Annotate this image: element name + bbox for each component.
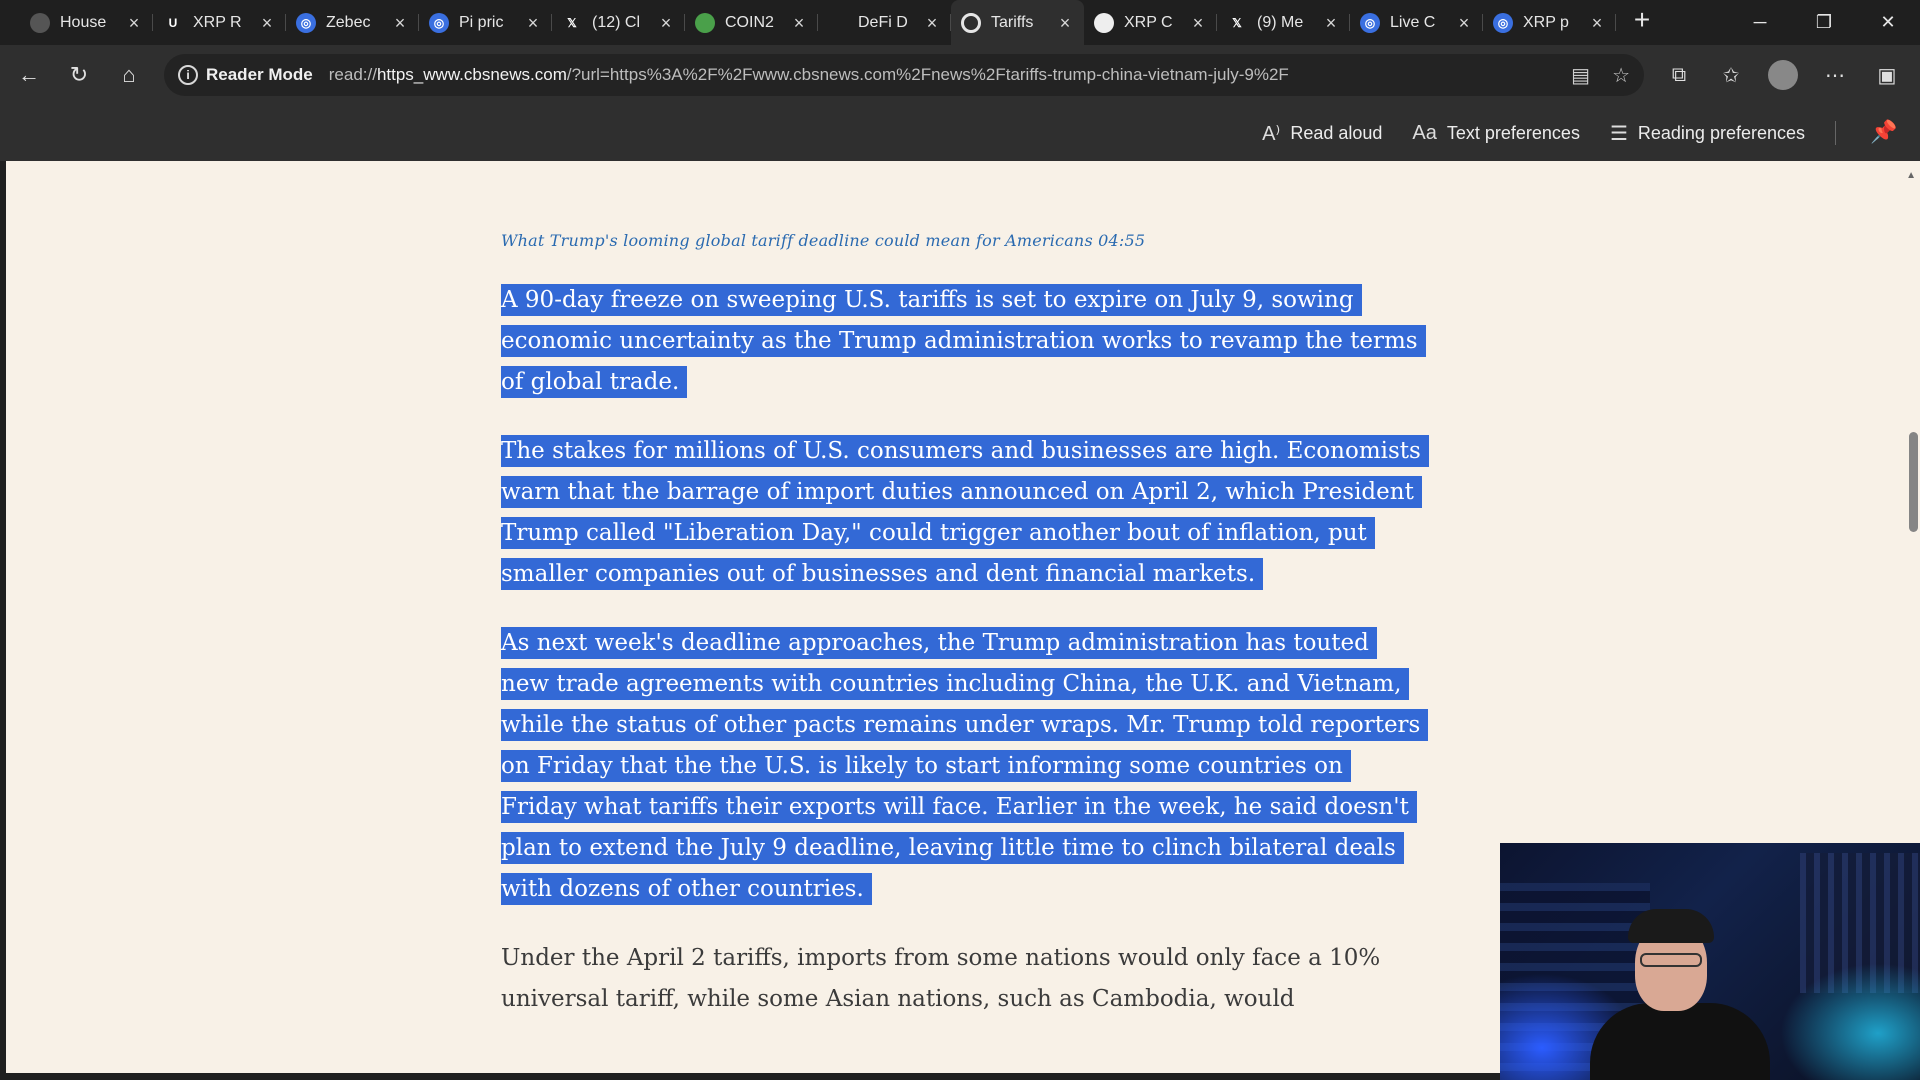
- tab-zebec[interactable]: [286, 0, 419, 45]
- copilot-icon: ◎: [1493, 13, 1513, 33]
- tab-label: Live C: [1390, 13, 1436, 31]
- reading-preferences-button[interactable]: [1610, 121, 1805, 146]
- tab-label: DeFi D: [858, 13, 908, 31]
- tab-xrp-p[interactable]: [1483, 0, 1616, 45]
- close-tab-icon[interactable]: ×: [793, 12, 805, 33]
- close-tab-icon[interactable]: ×: [1458, 12, 1470, 33]
- tab-label: Tariffs: [991, 13, 1034, 31]
- minimize-icon[interactable]: ─: [1753, 12, 1767, 32]
- person-cap: [1628, 909, 1714, 943]
- tab-x-12[interactable]: [552, 0, 685, 45]
- reader-mode-label: Reader Mode: [206, 65, 313, 84]
- tab-live-c[interactable]: [1350, 0, 1483, 45]
- read-aloud-button[interactable]: [1262, 121, 1382, 146]
- address-bar[interactable]: [164, 54, 1644, 96]
- reader-toolbar-items: [1262, 105, 1836, 161]
- reader-toolbar: [0, 105, 1920, 161]
- window-controls: [1728, 0, 1920, 45]
- tab-label: Pi pric: [459, 13, 504, 31]
- favorite-star-icon[interactable]: ☆: [1612, 64, 1630, 87]
- sidebar-icon[interactable]: ▣: [1877, 64, 1897, 87]
- more-options-icon[interactable]: ⋯: [1825, 64, 1845, 87]
- close-tab-icon[interactable]: ×: [527, 12, 539, 33]
- tab-strip: [0, 0, 1920, 45]
- tab-label: COIN2: [725, 13, 774, 31]
- close-tab-icon[interactable]: ×: [660, 12, 672, 33]
- cbs-icon: [961, 13, 981, 33]
- extensions-icon[interactable]: ⧉: [1671, 63, 1687, 86]
- article-paragraph: [501, 623, 1421, 910]
- reading-preferences-icon: ☰: [1609, 122, 1628, 145]
- close-tab-icon[interactable]: ×: [394, 12, 406, 33]
- url-host: https_www.cbsnews.com: [376, 65, 567, 84]
- tab-label: XRP p: [1523, 13, 1569, 31]
- tab-label: XRP C: [1124, 13, 1173, 31]
- x-icon: 𝕏: [1232, 15, 1242, 30]
- close-tab-icon[interactable]: ×: [1591, 12, 1603, 33]
- tab-x-9[interactable]: [1217, 0, 1350, 45]
- tab-label: Zebec: [326, 13, 371, 31]
- tab-xrp-c[interactable]: [1084, 0, 1217, 45]
- url-prefix: read://: [328, 65, 377, 84]
- reading-preferences-label: Reading preferences: [1637, 122, 1805, 143]
- home-icon[interactable]: ⌂: [122, 62, 136, 87]
- reader-mode-chip[interactable]: [178, 65, 329, 85]
- profile-button[interactable]: [1760, 53, 1806, 97]
- copilot-icon: ◎: [296, 13, 316, 33]
- back-icon[interactable]: ←: [18, 62, 40, 87]
- copilot-icon: ◎: [429, 13, 449, 33]
- teal-light: [1780, 963, 1920, 1080]
- close-tab-icon[interactable]: ×: [128, 12, 140, 33]
- immersive-reader-icon[interactable]: ▤: [1571, 64, 1591, 87]
- navigation-toolbar: [0, 45, 1920, 105]
- github-icon: [30, 13, 50, 33]
- tab-xrp-r[interactable]: [153, 0, 286, 45]
- article-paragraph: [501, 431, 1421, 595]
- tab-label: (12) Cl: [592, 13, 641, 31]
- tab-label: XRP R: [193, 13, 242, 31]
- tab-defi[interactable]: [818, 0, 951, 45]
- favorites-icon[interactable]: ✩: [1722, 64, 1740, 87]
- address-bar-actions: [1571, 54, 1630, 96]
- close-tab-icon[interactable]: ×: [926, 12, 938, 33]
- read-aloud-label: Read aloud: [1290, 122, 1383, 143]
- webcam-overlay: [1500, 843, 1920, 1080]
- tab-label: (9) Me: [1257, 13, 1304, 31]
- tab-list: [0, 0, 1662, 45]
- text-preferences-label: Text preferences: [1446, 122, 1580, 143]
- text-preferences-button[interactable]: [1412, 122, 1580, 145]
- selected-text: A 90-day freeze on sweeping U.S. tariffs is set to expire on July 9, sowing economic uncertainty as the Trump administration works to revamp the terms of global trade.: [501, 284, 1426, 398]
- divider: [1835, 121, 1836, 145]
- u-logo-icon: U: [168, 15, 178, 30]
- pin-icon[interactable]: 📌: [1870, 119, 1898, 144]
- scrollbar-thumb[interactable]: [1909, 432, 1918, 532]
- selected-text: The stakes for millions of U.S. consumers and businesses are high. Economists warn that the barrage of import duties announced on April 2, which President Trump called "Liberation Day," could trigger another bout of inflation, put smaller companies out of businesses and dent financial markets.: [501, 435, 1429, 590]
- read-aloud-icon: A⁾: [1262, 122, 1281, 145]
- new-tab-button[interactable]: +: [1633, 4, 1651, 35]
- close-window-icon[interactable]: ✕: [1880, 12, 1896, 32]
- article-paragraph: Under the April 2 tariffs, imports from some nations would only face a 10% universal tariff, while some Asian nations, such as Cambodia, would: [501, 945, 1381, 1012]
- refresh-icon[interactable]: ↻: [69, 62, 89, 87]
- tab-pi-price[interactable]: [419, 0, 552, 45]
- tab-coin2[interactable]: [685, 0, 818, 45]
- x-icon: 𝕏: [567, 15, 577, 30]
- blank-page-icon: [828, 13, 848, 33]
- person-glasses: [1640, 953, 1702, 967]
- chart-icon: [695, 13, 715, 33]
- article-body: [501, 231, 1421, 1048]
- close-tab-icon[interactable]: ×: [1192, 12, 1204, 33]
- url-text[interactable]: [329, 65, 1529, 85]
- close-tab-icon[interactable]: ×: [1325, 12, 1337, 33]
- close-tab-icon[interactable]: ×: [261, 12, 273, 33]
- close-tab-icon[interactable]: ×: [1059, 12, 1071, 33]
- article-paragraph: [501, 280, 1421, 403]
- selected-text: As next week's deadline approaches, the Trump administration has touted new trade agreements with countries including China, the U.K. and Vietnam, while the status of other pacts remains under wraps. Mr. Trump told reporters on Friday that the the U.S. is likely to start informing some countries on Friday what tariffs their exports will face. Earlier in the week, he said doesn't plan to extend the July 9 deadline, leaving little time to clinch bilateral deals with dozens of other countries.: [501, 627, 1428, 905]
- video-caption-link[interactable]: What Trump's looming global tariff deadline could mean for Americans 04:55: [501, 231, 1146, 250]
- tab-house[interactable]: [20, 0, 153, 45]
- toolbar-right: [1656, 53, 1910, 97]
- tab-tariffs[interactable]: [951, 0, 1084, 45]
- avatar: [1768, 60, 1798, 90]
- info-icon: i: [178, 65, 198, 85]
- page-icon: [1094, 13, 1114, 33]
- person-body: [1590, 1003, 1770, 1080]
- scroll-up-arrow-icon[interactable]: ▲: [1906, 170, 1916, 181]
- url-path: /?url=https%3A%2F%2Fwww.cbsnews.com%2Fnews%2Ftariffs-trump-china-vietnam-july-9%2F: [566, 65, 1289, 84]
- tab-label: House: [60, 13, 107, 31]
- copilot-icon: ◎: [1360, 13, 1380, 33]
- text-preferences-icon: Aa: [1412, 121, 1437, 144]
- restore-icon[interactable]: ❐: [1815, 12, 1833, 32]
